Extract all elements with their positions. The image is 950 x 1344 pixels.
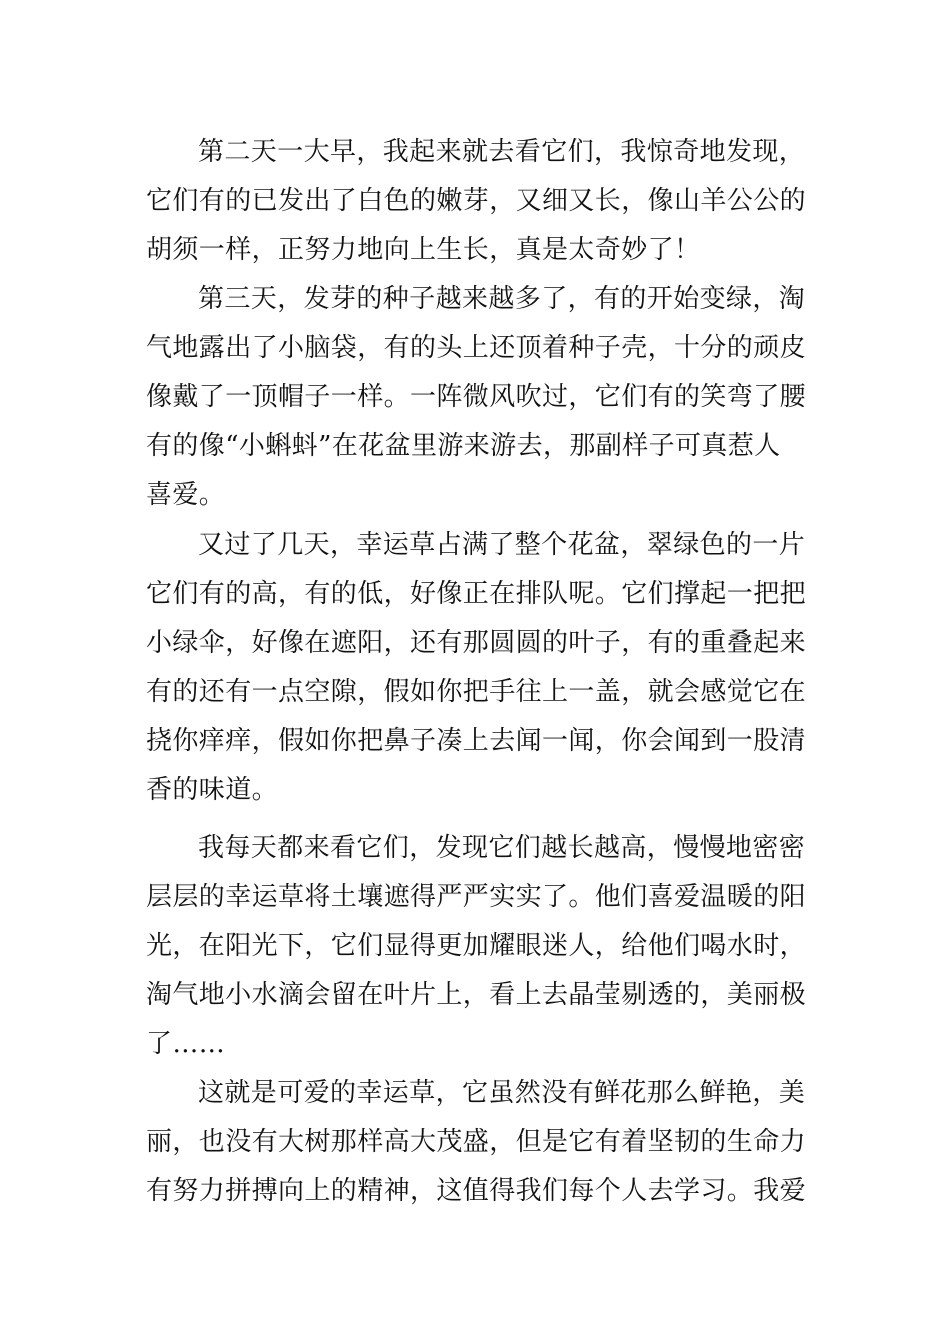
paragraph-2-line-4: 有的像“小蝌蚪”在花盆里游来游去，那副样子可真惹人 [146, 431, 781, 461]
paragraph-4-line-2: 层层的幸运草将土壤遮得严严实实了。他们喜爱温暖的阳 [146, 882, 807, 912]
paragraph-3-line-3: 小绿伞，好像在遮阳，还有那圆圆的叶子，有的重叠起来 [146, 628, 807, 658]
paragraph-3-line-6: 香的味道。 [146, 775, 279, 805]
paragraph-3-line-1: 又过了几天，幸运草占满了整个花盆，翠绿色的一片 [198, 530, 806, 560]
paragraph-2-line-2: 气地露出了小脑袋，有的头上还顶着种子壳，十分的顽皮 [146, 333, 807, 363]
paragraph-4-line-4: 淘气地小水滴会留在叶片上，看上去晶莹剔透的，美丽极 [146, 980, 807, 1010]
paragraph-2-line-3: 像戴了一顶帽子一样。一阵微风吹过，它们有的笑弯了腰 [146, 382, 807, 412]
paragraph-4-line-5: 了…… [146, 1029, 226, 1059]
paragraph-3-line-4: 有的还有一点空隙，假如你把手往上一盖，就会感觉它在 [146, 677, 807, 707]
paragraph-1-line-3: 胡须一样，正努力地向上生长，真是太奇妙了！ [146, 235, 701, 265]
paragraph-1-line-2: 它们有的已发出了白色的嫩芽，又细又长，像山羊公公的 [146, 186, 807, 216]
paragraph-5-line-2: 丽，也没有大树那样高大茂盛，但是它有着坚韧的生命力 [146, 1127, 807, 1157]
paragraph-3-line-5: 挠你痒痒，假如你把鼻子凑上去闻一闻，你会闻到一股清 [146, 726, 807, 756]
paragraph-2-line-1: 第三天，发芽的种子越来越多了，有的开始变绿，淘 [198, 284, 806, 314]
paragraph-3-line-2: 它们有的高，有的低，好像正在排队呢。它们撑起一把把 [146, 579, 807, 609]
paragraph-2-line-5: 喜爱。 [146, 480, 226, 510]
paragraph-4-line-3: 光，在阳光下，它们显得更加耀眼迷人，给他们喝水时， [146, 931, 807, 961]
paragraph-4-line-1: 我每天都来看它们，发现它们越长越高，慢慢地密密 [198, 833, 806, 863]
paragraph-5-line-3: 有努力拼搏向上的精神，这值得我们每个人去学习。我爱 [146, 1176, 807, 1206]
paragraph-1-line-1: 第二天一大早，我起来就去看它们，我惊奇地发现， [198, 137, 806, 167]
paragraph-5-line-1: 这就是可爱的幸运草，它虽然没有鲜花那么鲜艳，美 [198, 1078, 806, 1108]
